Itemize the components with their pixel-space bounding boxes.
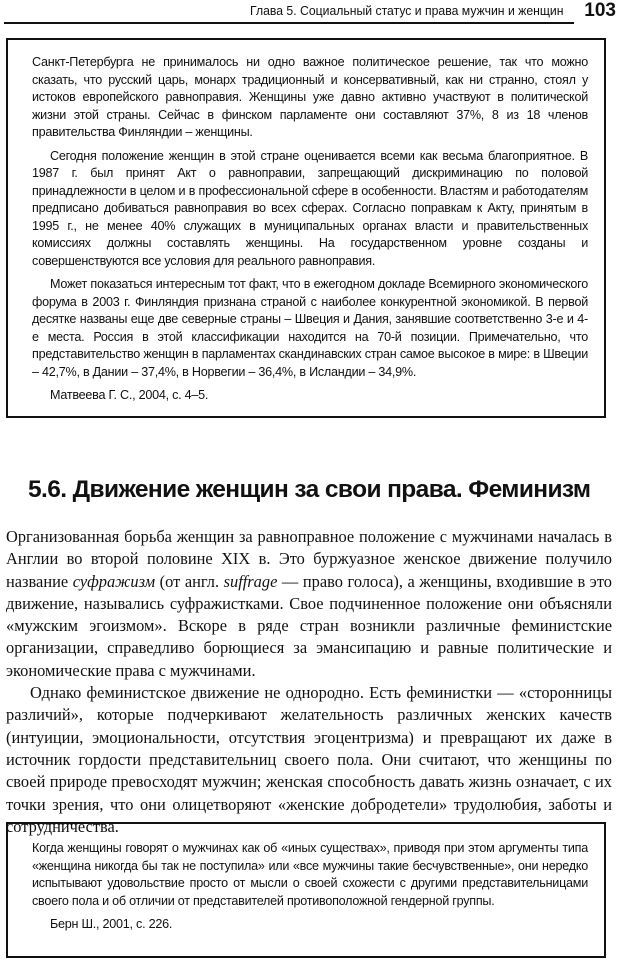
page-number: 103 [584, 0, 616, 21]
term-suffrage: suffrage [223, 571, 278, 591]
main-text [6, 526, 612, 838]
quote-box-finland [6, 38, 606, 418]
p1-text-end: — право голоса), а женщины, входившие в это движение, назывались суфражистками. Свое подчиненное положение они объясняли «мужским эгоизмом». Вскоре в ряде стран возникли различные феминистские организации, справедливо борющиеся за эмансипацию и равные политические и экономические права с мужчинами. [6, 571, 612, 680]
box-paragraph: Может показаться интересным тот факт, что в ежегодном докладе Всемирного экономического форума в 2003 г. Финляндия признана страной с наиболее конкурентной экономикой. В первой десятке названы еще две северные страны – Швеция и Дания, занявшие соответственно 3-е и 4-е места. Россия в этой классификации находится на 70-й позиции. Примечательно, что представительство женщин в парламентах скандинавских стран самое высокое в мире: в Швеции – 42,7%, в Дании – 37,4%, в Норвегии – 36,4%, в Исландии – 34,9%. [32, 277, 588, 379]
box-paragraph: Сегодня положение женщин в этой стране оценивается всеми как весьма благоприятное. В 1987 г. был принят Акт о равноправии, запрещающий дискриминацию по половой принадлежности в целом и в профессиональной сфере в особенности. Властям и работодателям предписано добиваться равноправия во всех сферах. Согласно поправкам к Акту, принятым в 1995 г., не менее 40% служащих в муниципальных органах власти и правительственных комиссиях должны составлять женщины. На государственном уровне созданы и совершенствуются все условия для реального равноправия. [32, 148, 588, 268]
body-paragraph [6, 526, 612, 682]
chapter-title: Глава 5. Социальный статус и права мужчин и женщин [250, 3, 564, 18]
body-paragraph: Однако феминистское движение не однородно. Есть феминистки — «сторонницы различий», которые подчеркивают желательность различных женских качеств (интуиции, эмоциональности, отсутствия эгоцентризма) и превращают их даже в источник гордости представительниц своего пола. Они считают, что женщины по своей природе превосходят мужчин; женская способность давать жизнь означает, с их точки зрения, что они олицетворяют «женские добродетели» трудолюбия, заботы и сотрудничества. [6, 683, 612, 836]
header-rule [4, 22, 574, 24]
box-source: Матвеева Г. С., 2004, с. 4–5. [50, 388, 209, 402]
term-suffrazhizm: суфражизм [72, 571, 156, 591]
box-source: Берн Ш., 2001, с. 226. [50, 917, 173, 931]
running-head [0, 0, 620, 26]
p1-text-mid: (от англ. [155, 571, 224, 591]
quote-box-bern [6, 822, 606, 958]
box-paragraph: Когда женщины говорят о мужчинах как об «иных существах», приводя при этом аргументы типа «женщина никогда бы так не поступила» или «все мужчины такие бесчувственные», они нередко испытывают удовольствие просто от мысли о своей схожести с другими представительницами своего пола и об отличии от представителей противоположной гендерной группы. [32, 841, 588, 908]
box-paragraph: Санкт-Петербурга не принималось ни одно важное политическое решение, так что можно сказать, что русский царь, монарх традиционный и консервативный, как ни странно, стоял у истоков европейского равноправия. Женщины уже давно активно участвуют в политической жизни этой страны. Сейчас в финском парламенте они составляют 37%, 8 из 18 членов правительства Финляндии – женщины. [32, 55, 588, 139]
p1-text-start: Организованная борьба женщин за равноправное положение с мужчинами началась в Англии во второй половине XIX в. Это буржуазное женское движение получило название [6, 527, 612, 591]
section-heading: 5.6. Движение женщин за свои права. Феминизм [28, 476, 591, 503]
